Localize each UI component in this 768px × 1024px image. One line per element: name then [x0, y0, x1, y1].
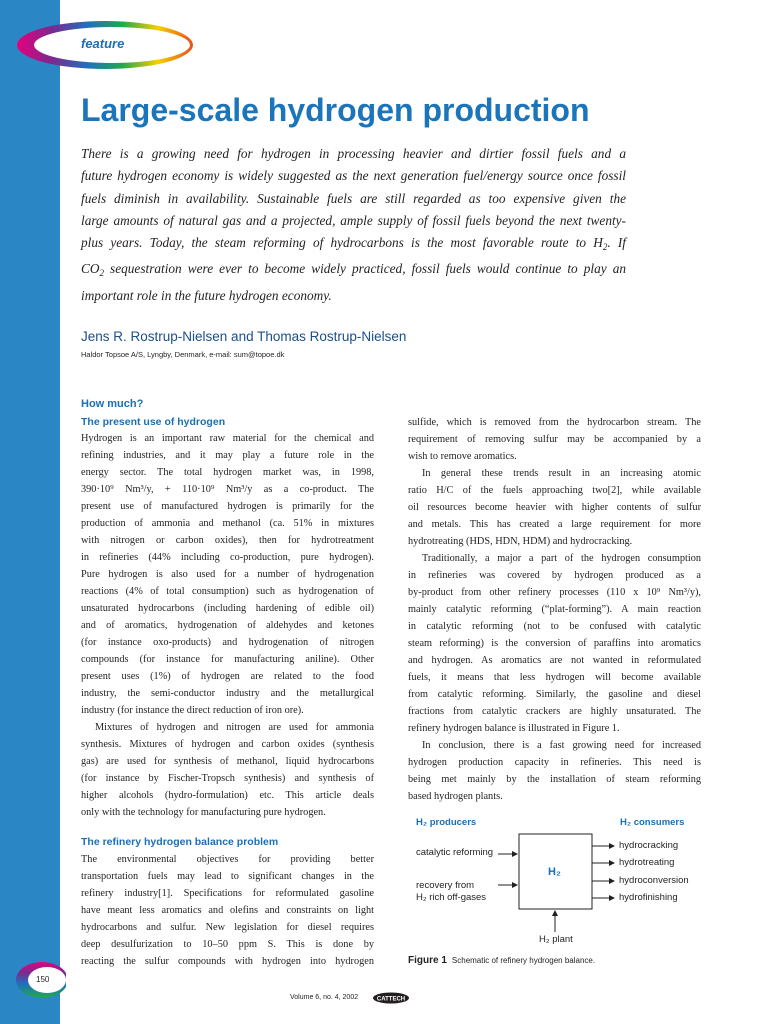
text-line: based hydrogen plants.	[408, 791, 503, 802]
text-line: and of aromatics, hydrogenation of aldehydes and ketones	[81, 620, 374, 631]
abstract	[81, 143, 626, 307]
text-line: hydrocarbons and sulfur. New legislation for diesel requires	[81, 922, 374, 933]
h2-plant-label: H₂ plant	[539, 934, 573, 945]
text-line: hydrogen production capacity in refineries. This need is	[408, 757, 701, 768]
text-line: The environmental objectives for providing better	[81, 854, 374, 865]
left-side-bar	[0, 0, 60, 1024]
cattech-logo	[372, 992, 410, 1004]
text-line: with nitrogen or carbon oxides), then for hydrotreatment	[81, 535, 374, 546]
text-line: ratio H/C of the fuels approaching two[2], while available	[408, 485, 701, 496]
text-line: refining industries, and it may play a future role in the	[81, 450, 374, 461]
left-column-body-1	[81, 430, 374, 821]
heading-present-use: The present use of hydrogen	[81, 416, 226, 428]
abstract-line: large amounts of natural gas and a projected, ample supply of fossil fuels beyond the next twenty-	[81, 212, 626, 228]
text-line: refinery industry[1]. Specifications for reformulated gasoline	[81, 888, 374, 899]
text-line: reacting the sulfur compounds with hydrogen into hydrogen	[81, 956, 374, 967]
abstract-line: There is a growing need for hydrogen in processing heavier and dirtier fossil fuels and a	[81, 146, 626, 161]
text-line: higher alcohols (hydro-formulation) etc. This article deals	[81, 790, 374, 801]
text-line: have meant less aromatics and olefins and constraints on light	[81, 905, 374, 916]
text-line: industry (for instance the direct reduction of iron ore).	[81, 705, 304, 716]
text-line: refinery hydrogen balance is illustrated in Figure 1.	[408, 723, 620, 734]
text-line: requirement of removing sulfur may be accompanied by a	[408, 434, 701, 445]
abstract-line: $CO_2$ sequestration were ever to become widely practiced, fossil fuels would continue to play an	[81, 261, 626, 279]
text-line: in refineries was covered by hydrogen produced as a	[408, 570, 701, 581]
text-line: unsaturated hydrocarbons (including hardening of edible oil)	[81, 603, 374, 614]
text-line: deep desulfurization to 10–50 ppm S. This is done by	[81, 939, 374, 950]
producer-recovery-line2: H₂ rich off-gases	[416, 892, 487, 903]
text-line: steam reforming) is the conversion of paraffins into aromatics	[408, 638, 701, 649]
heading-how-much: How much?	[81, 398, 144, 410]
text-line: Mixtures of hydrogen and nitrogen are used for ammonia	[95, 722, 374, 733]
producers-heading: H₂ producers	[416, 817, 477, 828]
figure-1	[408, 812, 708, 972]
right-column-body	[408, 414, 701, 805]
text-line: synthesis. Mixtures of hydrogen and carbon oxides (synthesis	[81, 739, 374, 750]
consumer-hydrotreating: hydrotreating	[619, 857, 675, 868]
text-line: fuels, it means that less hydrogen will become available	[408, 672, 701, 683]
page-number: 150	[36, 975, 50, 984]
abstract-line: important role in the future hydrogen economy.	[81, 287, 332, 303]
consumer-hydrofinishing: hydrofinishing	[619, 892, 678, 903]
text-line: only with the technology for manufacturing pure hydrogen.	[81, 807, 326, 818]
text-line: wish to remove aromatics.	[408, 451, 517, 462]
text-line: reactions (4% of total consumption) such as hydrogenation of	[81, 586, 374, 597]
text-line: fractions from catalytic crackers are highly unsaturated. The	[408, 706, 701, 717]
text-line: present uses (1%) of hydrogen are related to the food	[81, 671, 374, 682]
text-line: from catalytic reforming. Similarly, the gasoline and diesel	[408, 689, 701, 700]
text-line: Traditionally, a major a part of the hydrogen consumption	[422, 553, 701, 564]
text-line: energy sector. The total hydrogen market was, in 1998,	[81, 467, 374, 478]
footer-volume: Volume 6, no. 4, 2002	[290, 994, 359, 1001]
text-line: 390·10⁹ Nm³/y, + 110·10⁹ Nm³/y as a co-product. The	[81, 484, 374, 495]
affiliation: Haldor Topsoe A/S, Lyngby, Denmark, e-mail: sum@topoe.dk	[81, 350, 285, 359]
left-column-body-2	[81, 851, 374, 970]
abstract-line: future hydrogen economy is widely suggested as the next generation fuel/energy source once fossil	[81, 168, 626, 184]
h2-center-label: H₂	[548, 866, 561, 878]
text-line: in refineries (44% including co-production, pure hydrogen).	[81, 552, 374, 563]
authors: Jens R. Rostrup-Nielsen and Thomas Rostrup-Nielsen	[81, 329, 407, 344]
text-line: transportation fuels may lead to significant changes in the	[81, 871, 374, 882]
consumer-hydrocracking: hydrocracking	[619, 840, 679, 851]
text-line: sulfide, which is removed from the hydrocarbon stream. The	[408, 417, 701, 428]
text-line: In conclusion, there is a fast growing need for increased	[422, 740, 701, 751]
text-line: and hydrogen. As aromatics are not wanted in reformulated	[408, 655, 701, 666]
text-line: being met mainly by the installation of steam reforming	[408, 774, 701, 785]
consumer-hydroconversion: hydroconversion	[619, 875, 689, 886]
text-line: and metals. This has created a large requirement for more	[408, 519, 701, 530]
text-line: oil resources become heavier with higher contents of sulfur	[408, 502, 701, 513]
text-line: industry, the semi-conductor industry and the metallurgical	[81, 688, 374, 699]
text-line: in catalytic reforming (not to be confused with catalytic	[408, 621, 701, 632]
text-line: gas) are used for synthesis of methanol, liquid hydrocarbons	[81, 756, 374, 767]
figure-caption-label: Figure 1	[408, 955, 447, 966]
abstract-line: plus years. Today, the steam reforming of hydrocarbons is the most favorable route to $H_2$. If	[81, 235, 626, 253]
producer-recovery-line1: recovery from	[416, 880, 475, 891]
article-title: Large-scale hydrogen production	[81, 92, 590, 128]
text-line: present use of manufactured hydrogen is primarily for the	[81, 501, 374, 512]
text-line: Pure hydrogen is also used for a number of hydrogenation	[81, 569, 374, 580]
text-line: (for instance by Fischer-Tropsch synthesis) and synthesis of	[81, 773, 374, 784]
text-line: In general these trends result in an increasing atomic	[422, 468, 701, 479]
text-line: Hydrogen is an important raw material for the chemical and	[81, 433, 374, 444]
consumers-heading: H₂ consumers	[620, 817, 685, 828]
producer-catalytic-reforming: catalytic reforming	[416, 847, 494, 858]
section-tag: feature	[81, 36, 125, 51]
abstract-line: fuels diminish in availability. Sustainable fuels are still regarded as too expensive given the	[81, 190, 626, 206]
figure-caption-text: Schematic of refinery hydrogen balance.	[451, 956, 596, 965]
text-line: production of ammonia and methanol (ca. 51% in mixtures	[81, 518, 374, 529]
text-line: by-product from other refinery processes (110 x 10⁹ Nm³/y),	[408, 587, 701, 598]
heading-refinery-balance: The refinery hydrogen balance problem	[81, 836, 279, 848]
cattech-logo-text: CATTECH	[376, 996, 406, 1003]
text-line: hydrotreating (HDS, HDN, HDM) and hydrocracking.	[408, 536, 633, 547]
text-line: compounds (for instance for manufacturing aniline). Other	[81, 654, 374, 665]
text-line: mainly catalytic reforming (“plat-forming”). A main reaction	[408, 604, 701, 615]
figure-caption	[408, 955, 595, 966]
text-line: (for instance oxo-products) and hydrogenation of nitrogen	[81, 637, 374, 648]
